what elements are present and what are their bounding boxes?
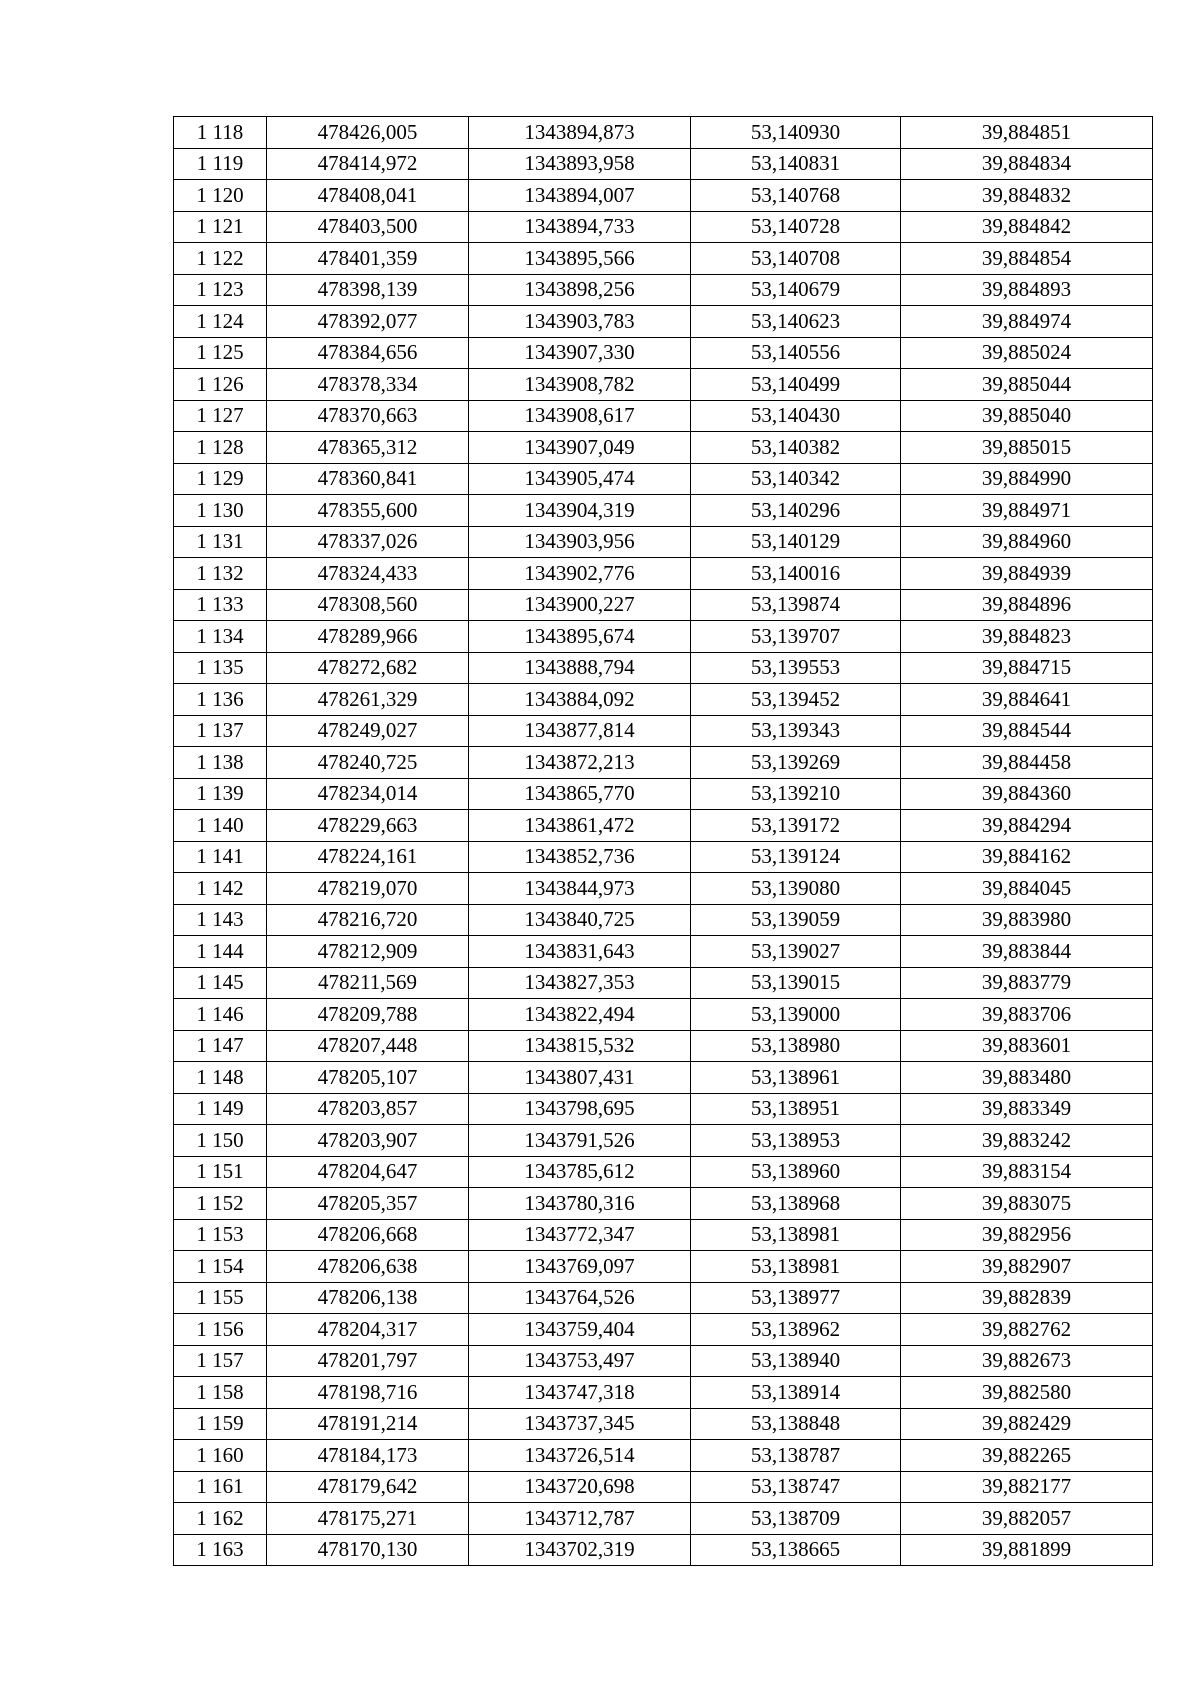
table-row [174, 1408, 1153, 1440]
table-row [174, 1062, 1153, 1094]
y-coordinate-cell: 1343907,330 [469, 337, 691, 369]
point-number-cell: 1 144 [174, 936, 267, 968]
latitude-cell: 53,140430 [691, 400, 901, 432]
point-number-cell: 1 146 [174, 999, 267, 1031]
latitude-cell: 53,139027 [691, 936, 901, 968]
x-coordinate-cell: 478204,647 [267, 1156, 469, 1188]
latitude-cell: 53,138940 [691, 1345, 901, 1377]
point-number-cell: 1 138 [174, 747, 267, 779]
longitude-cell: 39,882762 [901, 1314, 1153, 1346]
point-number-cell: 1 125 [174, 337, 267, 369]
x-coordinate-cell: 478261,329 [267, 684, 469, 716]
latitude-cell: 53,139080 [691, 873, 901, 905]
longitude-cell: 39,882177 [901, 1471, 1153, 1503]
y-coordinate-cell: 1343895,566 [469, 243, 691, 275]
table-row [174, 1534, 1153, 1566]
table-row [174, 211, 1153, 243]
x-coordinate-cell: 478206,138 [267, 1282, 469, 1314]
table-row [174, 684, 1153, 716]
latitude-cell: 53,140129 [691, 526, 901, 558]
longitude-cell: 39,884294 [901, 810, 1153, 842]
longitude-cell: 39,884715 [901, 652, 1153, 684]
table-row [174, 747, 1153, 779]
latitude-cell: 53,140728 [691, 211, 901, 243]
longitude-cell: 39,885044 [901, 369, 1153, 401]
point-number-cell: 1 163 [174, 1534, 267, 1566]
x-coordinate-cell: 478378,334 [267, 369, 469, 401]
longitude-cell: 39,884939 [901, 558, 1153, 590]
x-coordinate-cell: 478249,027 [267, 715, 469, 747]
table-row [174, 117, 1153, 149]
point-number-cell: 1 120 [174, 180, 267, 212]
longitude-cell: 39,884360 [901, 778, 1153, 810]
y-coordinate-cell: 1343895,674 [469, 621, 691, 653]
y-coordinate-cell: 1343908,617 [469, 400, 691, 432]
table-row [174, 841, 1153, 873]
x-coordinate-cell: 478403,500 [267, 211, 469, 243]
longitude-cell: 39,882580 [901, 1377, 1153, 1409]
table-row [174, 337, 1153, 369]
table-row [174, 1440, 1153, 1472]
latitude-cell: 53,138848 [691, 1408, 901, 1440]
point-number-cell: 1 159 [174, 1408, 267, 1440]
y-coordinate-cell: 1343791,526 [469, 1125, 691, 1157]
x-coordinate-cell: 478211,569 [267, 967, 469, 999]
y-coordinate-cell: 1343893,958 [469, 148, 691, 180]
latitude-cell: 53,138981 [691, 1251, 901, 1283]
y-coordinate-cell: 1343888,794 [469, 652, 691, 684]
x-coordinate-cell: 478184,173 [267, 1440, 469, 1472]
latitude-cell: 53,139172 [691, 810, 901, 842]
longitude-cell: 39,883706 [901, 999, 1153, 1031]
y-coordinate-cell: 1343840,725 [469, 904, 691, 936]
point-number-cell: 1 158 [174, 1377, 267, 1409]
y-coordinate-cell: 1343903,956 [469, 526, 691, 558]
point-number-cell: 1 151 [174, 1156, 267, 1188]
latitude-cell: 53,138747 [691, 1471, 901, 1503]
coordinates-table-body [174, 117, 1153, 1566]
table-row [174, 936, 1153, 968]
point-number-cell: 1 129 [174, 463, 267, 495]
point-number-cell: 1 152 [174, 1188, 267, 1220]
y-coordinate-cell: 1343900,227 [469, 589, 691, 621]
x-coordinate-cell: 478212,909 [267, 936, 469, 968]
point-number-cell: 1 126 [174, 369, 267, 401]
longitude-cell: 39,884990 [901, 463, 1153, 495]
y-coordinate-cell: 1343861,472 [469, 810, 691, 842]
x-coordinate-cell: 478209,788 [267, 999, 469, 1031]
table-row [174, 495, 1153, 527]
longitude-cell: 39,884458 [901, 747, 1153, 779]
x-coordinate-cell: 478205,107 [267, 1062, 469, 1094]
y-coordinate-cell: 1343831,643 [469, 936, 691, 968]
longitude-cell: 39,883242 [901, 1125, 1153, 1157]
y-coordinate-cell: 1343772,347 [469, 1219, 691, 1251]
longitude-cell: 39,882839 [901, 1282, 1153, 1314]
longitude-cell: 39,882265 [901, 1440, 1153, 1472]
y-coordinate-cell: 1343907,049 [469, 432, 691, 464]
y-coordinate-cell: 1343894,007 [469, 180, 691, 212]
latitude-cell: 53,138960 [691, 1156, 901, 1188]
longitude-cell: 39,885024 [901, 337, 1153, 369]
latitude-cell: 53,138981 [691, 1219, 901, 1251]
latitude-cell: 53,139343 [691, 715, 901, 747]
latitude-cell: 53,139059 [691, 904, 901, 936]
longitude-cell: 39,884854 [901, 243, 1153, 275]
x-coordinate-cell: 478224,161 [267, 841, 469, 873]
table-row [174, 526, 1153, 558]
longitude-cell: 39,883154 [901, 1156, 1153, 1188]
point-number-cell: 1 161 [174, 1471, 267, 1503]
y-coordinate-cell: 1343904,319 [469, 495, 691, 527]
table-row [174, 715, 1153, 747]
x-coordinate-cell: 478206,638 [267, 1251, 469, 1283]
longitude-cell: 39,884851 [901, 117, 1153, 149]
latitude-cell: 53,139269 [691, 747, 901, 779]
latitude-cell: 53,140679 [691, 274, 901, 306]
point-number-cell: 1 136 [174, 684, 267, 716]
y-coordinate-cell: 1343785,612 [469, 1156, 691, 1188]
longitude-cell: 39,884544 [901, 715, 1153, 747]
latitude-cell: 53,139452 [691, 684, 901, 716]
y-coordinate-cell: 1343908,782 [469, 369, 691, 401]
longitude-cell: 39,883779 [901, 967, 1153, 999]
table-row [174, 400, 1153, 432]
latitude-cell: 53,139000 [691, 999, 901, 1031]
longitude-cell: 39,884971 [901, 495, 1153, 527]
longitude-cell: 39,885015 [901, 432, 1153, 464]
point-number-cell: 1 123 [174, 274, 267, 306]
y-coordinate-cell: 1343898,256 [469, 274, 691, 306]
y-coordinate-cell: 1343884,092 [469, 684, 691, 716]
coordinates-table [173, 116, 1153, 1566]
x-coordinate-cell: 478355,600 [267, 495, 469, 527]
latitude-cell: 53,140342 [691, 463, 901, 495]
longitude-cell: 39,884974 [901, 306, 1153, 338]
x-coordinate-cell: 478392,077 [267, 306, 469, 338]
x-coordinate-cell: 478205,357 [267, 1188, 469, 1220]
x-coordinate-cell: 478201,797 [267, 1345, 469, 1377]
latitude-cell: 53,139874 [691, 589, 901, 621]
x-coordinate-cell: 478365,312 [267, 432, 469, 464]
x-coordinate-cell: 478229,663 [267, 810, 469, 842]
x-coordinate-cell: 478219,070 [267, 873, 469, 905]
y-coordinate-cell: 1343747,318 [469, 1377, 691, 1409]
x-coordinate-cell: 478179,642 [267, 1471, 469, 1503]
longitude-cell: 39,884896 [901, 589, 1153, 621]
x-coordinate-cell: 478207,448 [267, 1030, 469, 1062]
x-coordinate-cell: 478337,026 [267, 526, 469, 558]
point-number-cell: 1 155 [174, 1282, 267, 1314]
latitude-cell: 53,140296 [691, 495, 901, 527]
latitude-cell: 53,138953 [691, 1125, 901, 1157]
y-coordinate-cell: 1343815,532 [469, 1030, 691, 1062]
y-coordinate-cell: 1343753,497 [469, 1345, 691, 1377]
latitude-cell: 53,138951 [691, 1093, 901, 1125]
point-number-cell: 1 153 [174, 1219, 267, 1251]
y-coordinate-cell: 1343807,431 [469, 1062, 691, 1094]
point-number-cell: 1 149 [174, 1093, 267, 1125]
latitude-cell: 53,140768 [691, 180, 901, 212]
longitude-cell: 39,884162 [901, 841, 1153, 873]
longitude-cell: 39,883480 [901, 1062, 1153, 1094]
x-coordinate-cell: 478203,907 [267, 1125, 469, 1157]
longitude-cell: 39,883349 [901, 1093, 1153, 1125]
table-row [174, 558, 1153, 590]
table-row [174, 1471, 1153, 1503]
table-row [174, 778, 1153, 810]
point-number-cell: 1 127 [174, 400, 267, 432]
table-row [174, 1156, 1153, 1188]
longitude-cell: 39,884893 [901, 274, 1153, 306]
y-coordinate-cell: 1343894,733 [469, 211, 691, 243]
latitude-cell: 53,138980 [691, 1030, 901, 1062]
table-row [174, 1345, 1153, 1377]
table-row [174, 148, 1153, 180]
table-row [174, 1125, 1153, 1157]
table-row [174, 1314, 1153, 1346]
longitude-cell: 39,884832 [901, 180, 1153, 212]
y-coordinate-cell: 1343720,698 [469, 1471, 691, 1503]
latitude-cell: 53,140708 [691, 243, 901, 275]
point-number-cell: 1 142 [174, 873, 267, 905]
x-coordinate-cell: 478216,720 [267, 904, 469, 936]
x-coordinate-cell: 478234,014 [267, 778, 469, 810]
latitude-cell: 53,140556 [691, 337, 901, 369]
longitude-cell: 39,883601 [901, 1030, 1153, 1062]
point-number-cell: 1 122 [174, 243, 267, 275]
longitude-cell: 39,884834 [901, 148, 1153, 180]
longitude-cell: 39,883980 [901, 904, 1153, 936]
y-coordinate-cell: 1343737,345 [469, 1408, 691, 1440]
latitude-cell: 53,139553 [691, 652, 901, 684]
point-number-cell: 1 128 [174, 432, 267, 464]
y-coordinate-cell: 1343702,319 [469, 1534, 691, 1566]
table-row [174, 621, 1153, 653]
longitude-cell: 39,883844 [901, 936, 1153, 968]
x-coordinate-cell: 478384,656 [267, 337, 469, 369]
table-row [174, 810, 1153, 842]
latitude-cell: 53,140831 [691, 148, 901, 180]
latitude-cell: 53,138709 [691, 1503, 901, 1535]
longitude-cell: 39,883075 [901, 1188, 1153, 1220]
point-number-cell: 1 139 [174, 778, 267, 810]
x-coordinate-cell: 478191,214 [267, 1408, 469, 1440]
latitude-cell: 53,138914 [691, 1377, 901, 1409]
y-coordinate-cell: 1343759,404 [469, 1314, 691, 1346]
y-coordinate-cell: 1343822,494 [469, 999, 691, 1031]
table-row [174, 1093, 1153, 1125]
point-number-cell: 1 121 [174, 211, 267, 243]
y-coordinate-cell: 1343780,316 [469, 1188, 691, 1220]
latitude-cell: 53,139210 [691, 778, 901, 810]
latitude-cell: 53,138665 [691, 1534, 901, 1566]
table-row [174, 904, 1153, 936]
x-coordinate-cell: 478175,271 [267, 1503, 469, 1535]
x-coordinate-cell: 478370,663 [267, 400, 469, 432]
x-coordinate-cell: 478398,139 [267, 274, 469, 306]
table-row [174, 999, 1153, 1031]
y-coordinate-cell: 1343844,973 [469, 873, 691, 905]
point-number-cell: 1 119 [174, 148, 267, 180]
longitude-cell: 39,881899 [901, 1534, 1153, 1566]
latitude-cell: 53,139015 [691, 967, 901, 999]
latitude-cell: 53,140623 [691, 306, 901, 338]
longitude-cell: 39,885040 [901, 400, 1153, 432]
point-number-cell: 1 162 [174, 1503, 267, 1535]
x-coordinate-cell: 478289,966 [267, 621, 469, 653]
point-number-cell: 1 118 [174, 117, 267, 149]
table-row [174, 589, 1153, 621]
longitude-cell: 39,884960 [901, 526, 1153, 558]
latitude-cell: 53,138968 [691, 1188, 901, 1220]
x-coordinate-cell: 478272,682 [267, 652, 469, 684]
table-row [174, 1377, 1153, 1409]
table-row [174, 873, 1153, 905]
point-number-cell: 1 140 [174, 810, 267, 842]
x-coordinate-cell: 478198,716 [267, 1377, 469, 1409]
table-row [174, 463, 1153, 495]
point-number-cell: 1 148 [174, 1062, 267, 1094]
longitude-cell: 39,882673 [901, 1345, 1153, 1377]
y-coordinate-cell: 1343903,783 [469, 306, 691, 338]
point-number-cell: 1 154 [174, 1251, 267, 1283]
x-coordinate-cell: 478203,857 [267, 1093, 469, 1125]
longitude-cell: 39,882956 [901, 1219, 1153, 1251]
y-coordinate-cell: 1343764,526 [469, 1282, 691, 1314]
x-coordinate-cell: 478170,130 [267, 1534, 469, 1566]
table-row [174, 1188, 1153, 1220]
table-row [174, 1251, 1153, 1283]
table-row [174, 1219, 1153, 1251]
point-number-cell: 1 156 [174, 1314, 267, 1346]
table-row [174, 1282, 1153, 1314]
table-row [174, 369, 1153, 401]
point-number-cell: 1 147 [174, 1030, 267, 1062]
point-number-cell: 1 134 [174, 621, 267, 653]
point-number-cell: 1 143 [174, 904, 267, 936]
longitude-cell: 39,884045 [901, 873, 1153, 905]
point-number-cell: 1 124 [174, 306, 267, 338]
table-row [174, 432, 1153, 464]
latitude-cell: 53,138962 [691, 1314, 901, 1346]
table-row [174, 180, 1153, 212]
table-row [174, 274, 1153, 306]
y-coordinate-cell: 1343905,474 [469, 463, 691, 495]
point-number-cell: 1 135 [174, 652, 267, 684]
y-coordinate-cell: 1343894,873 [469, 117, 691, 149]
longitude-cell: 39,884823 [901, 621, 1153, 653]
y-coordinate-cell: 1343712,787 [469, 1503, 691, 1535]
table-row [174, 967, 1153, 999]
longitude-cell: 39,882907 [901, 1251, 1153, 1283]
latitude-cell: 53,140499 [691, 369, 901, 401]
point-number-cell: 1 145 [174, 967, 267, 999]
y-coordinate-cell: 1343726,514 [469, 1440, 691, 1472]
table-row [174, 1503, 1153, 1535]
x-coordinate-cell: 478414,972 [267, 148, 469, 180]
latitude-cell: 53,139707 [691, 621, 901, 653]
point-number-cell: 1 131 [174, 526, 267, 558]
latitude-cell: 53,140016 [691, 558, 901, 590]
x-coordinate-cell: 478324,433 [267, 558, 469, 590]
point-number-cell: 1 130 [174, 495, 267, 527]
x-coordinate-cell: 478204,317 [267, 1314, 469, 1346]
x-coordinate-cell: 478401,359 [267, 243, 469, 275]
x-coordinate-cell: 478206,668 [267, 1219, 469, 1251]
y-coordinate-cell: 1343852,736 [469, 841, 691, 873]
latitude-cell: 53,138977 [691, 1282, 901, 1314]
x-coordinate-cell: 478308,560 [267, 589, 469, 621]
y-coordinate-cell: 1343827,353 [469, 967, 691, 999]
table-row [174, 306, 1153, 338]
y-coordinate-cell: 1343769,097 [469, 1251, 691, 1283]
point-number-cell: 1 150 [174, 1125, 267, 1157]
point-number-cell: 1 137 [174, 715, 267, 747]
x-coordinate-cell: 478426,005 [267, 117, 469, 149]
y-coordinate-cell: 1343872,213 [469, 747, 691, 779]
longitude-cell: 39,882057 [901, 1503, 1153, 1535]
x-coordinate-cell: 478360,841 [267, 463, 469, 495]
y-coordinate-cell: 1343877,814 [469, 715, 691, 747]
table-row [174, 243, 1153, 275]
table-row [174, 652, 1153, 684]
point-number-cell: 1 133 [174, 589, 267, 621]
x-coordinate-cell: 478240,725 [267, 747, 469, 779]
point-number-cell: 1 141 [174, 841, 267, 873]
longitude-cell: 39,884842 [901, 211, 1153, 243]
point-number-cell: 1 160 [174, 1440, 267, 1472]
y-coordinate-cell: 1343902,776 [469, 558, 691, 590]
y-coordinate-cell: 1343865,770 [469, 778, 691, 810]
table-row [174, 1030, 1153, 1062]
latitude-cell: 53,138961 [691, 1062, 901, 1094]
latitude-cell: 53,140382 [691, 432, 901, 464]
y-coordinate-cell: 1343798,695 [469, 1093, 691, 1125]
latitude-cell: 53,139124 [691, 841, 901, 873]
x-coordinate-cell: 478408,041 [267, 180, 469, 212]
point-number-cell: 1 132 [174, 558, 267, 590]
latitude-cell: 53,140930 [691, 117, 901, 149]
point-number-cell: 1 157 [174, 1345, 267, 1377]
latitude-cell: 53,138787 [691, 1440, 901, 1472]
longitude-cell: 39,884641 [901, 684, 1153, 716]
longitude-cell: 39,882429 [901, 1408, 1153, 1440]
